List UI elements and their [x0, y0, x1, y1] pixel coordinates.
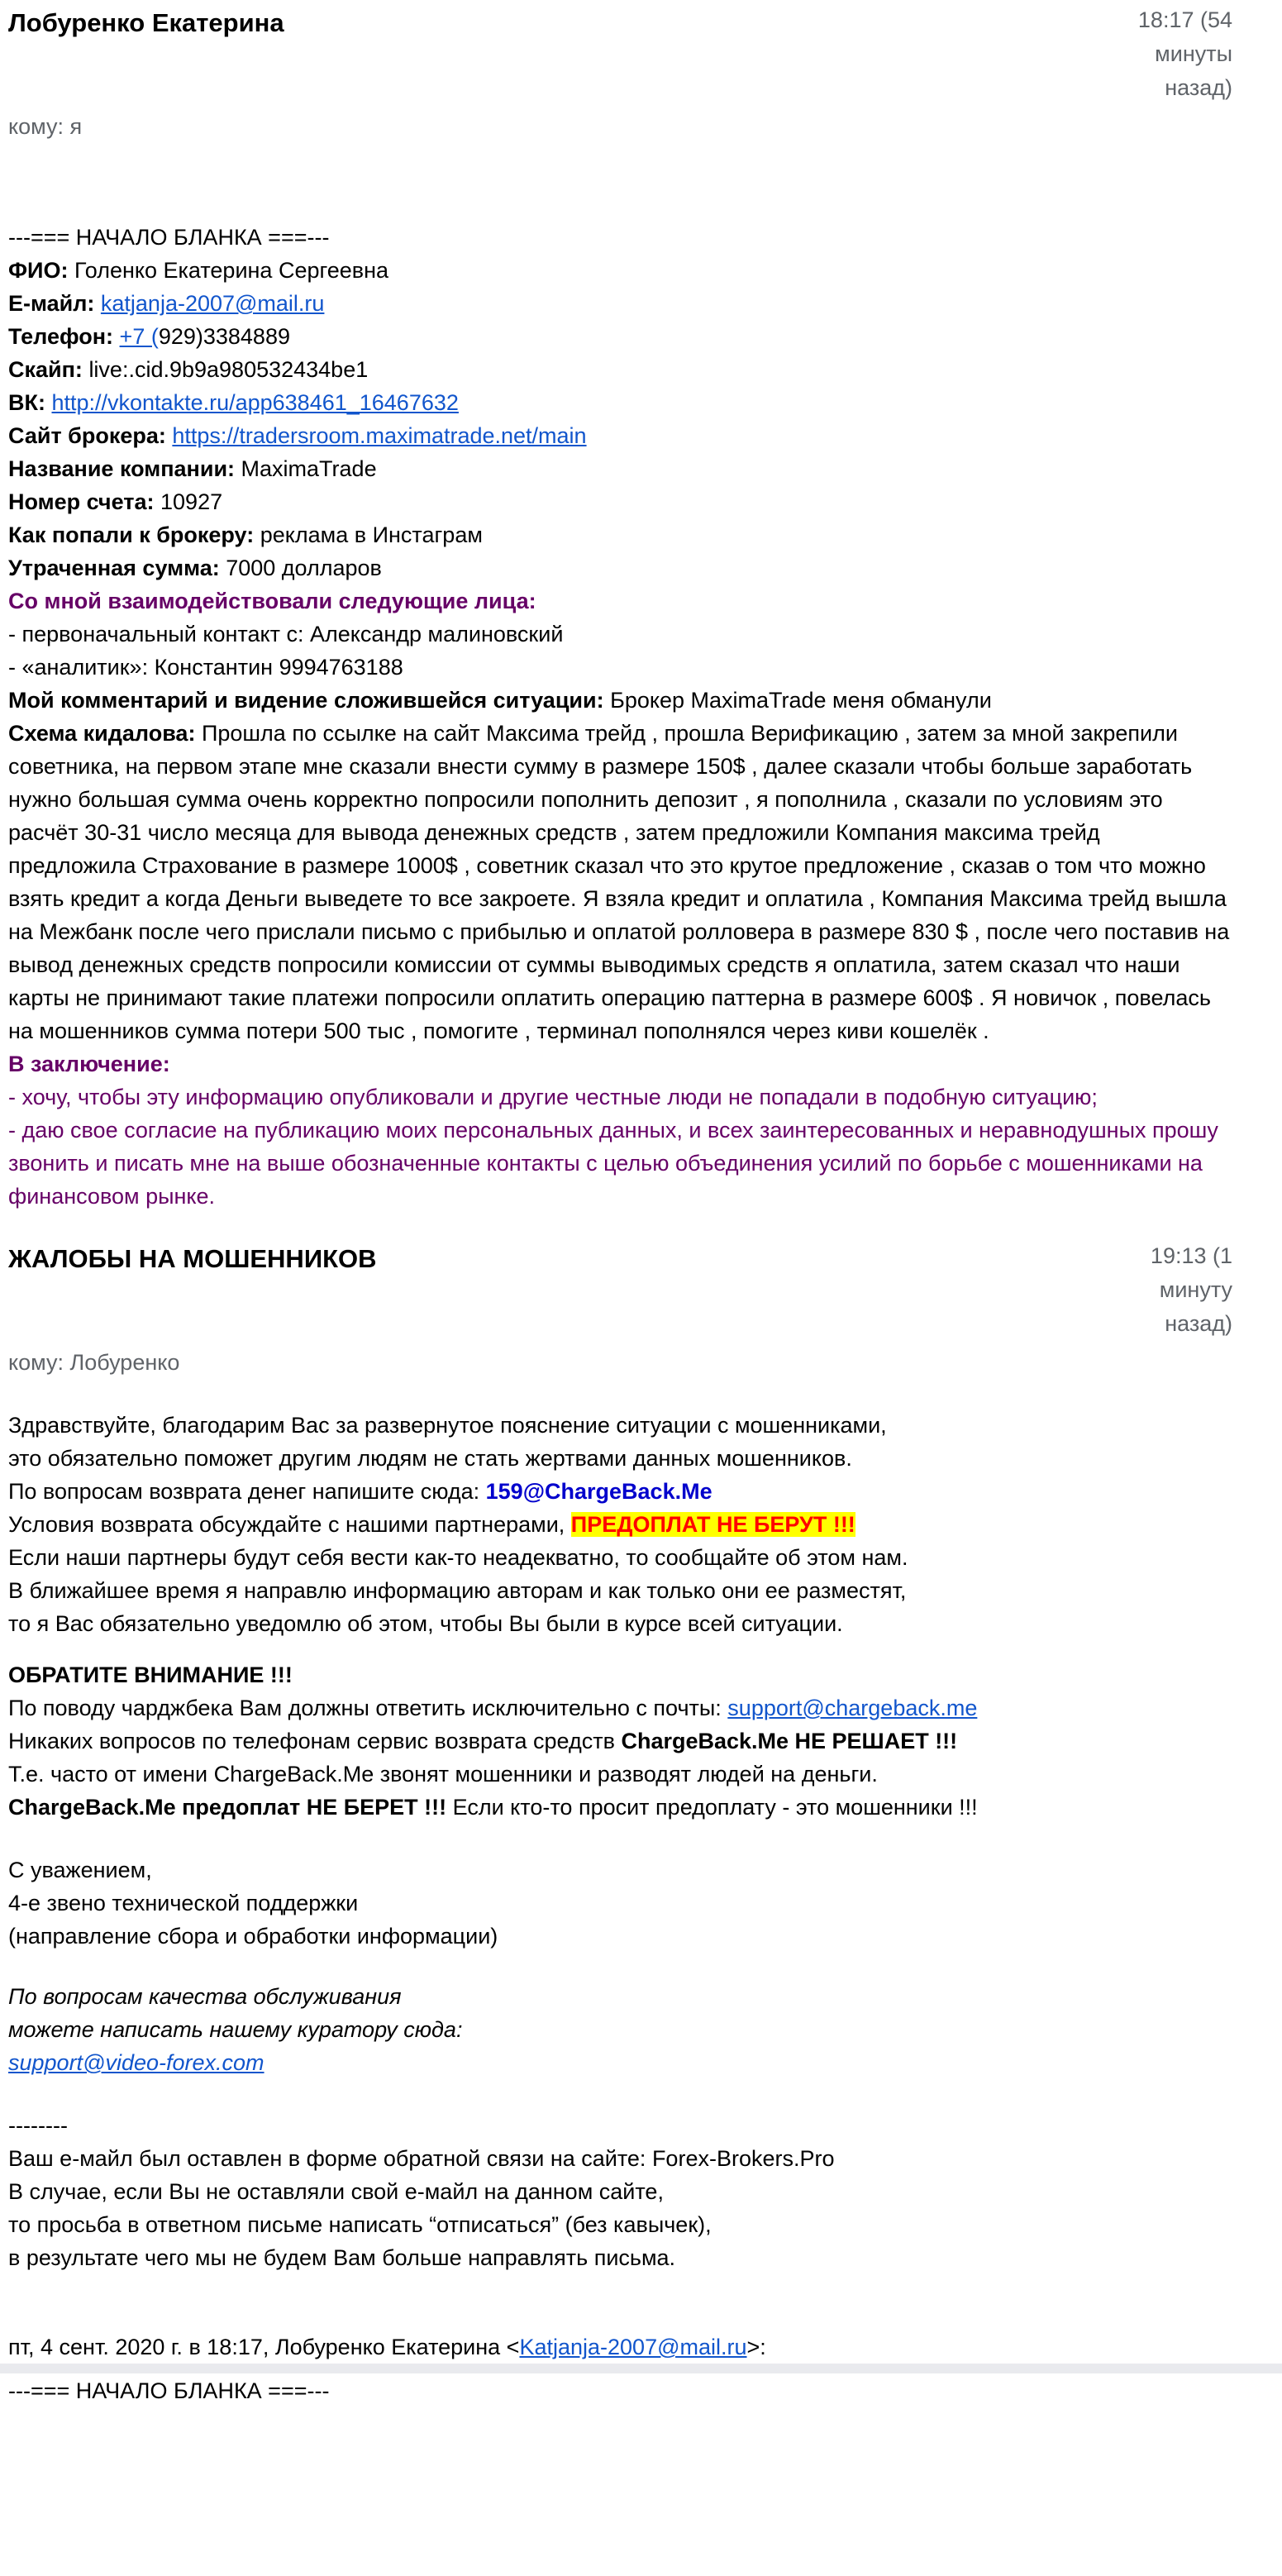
scheme-paragraph [8, 717, 1232, 1047]
sender-name[interactable]: Лобуренко Екатерина [8, 8, 284, 37]
field-value: 7000 долларов [226, 556, 382, 580]
curator-email-link[interactable]: support@video-forex.com [8, 2050, 265, 2075]
body-line [8, 1691, 1232, 1724]
field-account [8, 485, 1232, 518]
field-label: ВК: [8, 390, 52, 415]
recipient-line[interactable]: кому: я [8, 114, 83, 139]
timestamp-line: 19:13 (1 [1150, 1243, 1232, 1268]
field-label: Утраченная сумма: [8, 556, 226, 580]
field-label: Скайп: [8, 357, 89, 382]
scheme-label: Схема кидалова: [8, 721, 202, 746]
form-header: ---=== НАЧАЛО БЛАНКА ===--- [8, 225, 330, 250]
body-line: Т.е. часто от имени ChargeBack.Me звонят мошенники и разводят людей на деньги. [8, 1762, 878, 1787]
broker-site-link[interactable]: https://tradersroom.maximatrade.net/main [172, 423, 587, 448]
body-line: В ближайшее время я направлю информацию авторам и как только они ее разместят, [8, 1578, 907, 1603]
quoted-message-clipped-text: ---=== НАЧАЛО БЛАНКА ===--- [8, 2378, 330, 2403]
signature-line: С уважением, [8, 1858, 152, 1882]
body-line: то я Вас обязательно уведомлю об этом, чтобы Вы были в курсе всей ситуации. [8, 1611, 843, 1636]
attention-block [8, 1658, 1232, 1824]
timestamp-line: назад) [1165, 75, 1232, 100]
timestamp-line: назад) [1165, 1311, 1232, 1336]
body-text: Условия возврата обсуждайте с нашими партнерами, [8, 1512, 571, 1537]
recipient-line[interactable]: кому: Лобуренко [8, 1350, 180, 1375]
field-value: Голенко Екатерина Сергеевна [74, 258, 389, 283]
chargeback-email-link[interactable]: 159@ChargeBack.Me [485, 1479, 712, 1504]
field-value: 929)3384889 [158, 324, 290, 349]
timestamp-line: 18:17 (54 [1137, 7, 1232, 32]
field-label: Как попали к брокеру: [8, 522, 260, 547]
conclusion-heading: В заключение: [8, 1052, 170, 1076]
footer-line: в результате чего мы не будем Вам больше направлять письма. [8, 2245, 676, 2270]
message-header [8, 0, 1232, 105]
greeting-block [8, 1409, 1232, 1640]
signature-block [8, 1853, 1232, 1953]
attribution-text: пт, 4 сент. 2020 г. в 18:17, Лобуренко Екатерина < [8, 2335, 520, 2359]
vk-link[interactable]: http://vkontakte.ru/app638461_16467632 [51, 390, 459, 415]
field-label: ФИО: [8, 258, 74, 283]
attention-heading: ОБРАТИТЕ ВНИМАНИЕ !!! [8, 1662, 293, 1687]
timestamp [1067, 0, 1232, 105]
email-link[interactable]: katjanja-2007@mail.ru [100, 291, 325, 316]
body-line [8, 1724, 1232, 1758]
field-label: Сайт брокера: [8, 423, 173, 448]
field-lost-sum [8, 551, 1232, 584]
scheme-text: Прошла по ссылке на сайт Максима трейд , прошла Верификацию , затем за мной закрепили советника, на первом этапе мне сказали внести сумму в размере 150$ , далее сказали чтобы больше заработать нужно большая сумма очень корректно попросили пополнить депозит , я пополнила , сказали по условиям это расчёт 30-31 число месяца для вывода денежных средств , затем предложили Компания максима трейд предложила Страхование в размере 1000$ , советник сказал что это крутое предложение , сказав о том что можно взять кредит а когда Деньги выведете то все закроете. Я взяла кредит и оплатила , Компания Максима трейд вышла на Межбанк после чего прислали письмо с прибылью и оплатой ролловера в размере 830 $ , после чего поставив на вывод денежных средств попросили комиссии от суммы выводимых средств я оплатила, затем сказал что наши карты не принимают такие платежи попросили оплатить операцию паттерна в размере 600$ . Я новичок , повелась на мошенников сумма потери 500 тыс , помогите , терминал пополнялся через киви кошелёк . [8, 721, 1230, 1043]
message-header [8, 1236, 1232, 1341]
curator-line: можете написать нашему куратору сюда: [8, 2017, 463, 2042]
no-prepay-highlight: ПРЕДОПЛАТ НЕ БЕРУТ !!! [570, 1512, 855, 1537]
email-message-1 [0, 0, 1282, 1213]
quoted-sender-email-link[interactable]: Katjanja-2007@mail.ru [519, 2335, 747, 2359]
field-vk [8, 386, 1232, 419]
field-value: 10927 [160, 489, 223, 514]
email-message-2 [0, 1236, 1282, 2403]
footer-line: В случае, если Вы не оставляли свой е-майл на данном сайте, [8, 2179, 664, 2204]
curator-block [8, 1980, 1232, 2079]
timestamp-line: минуту [1159, 1277, 1232, 1302]
field-how-found [8, 518, 1232, 551]
field-label: Телефон: [8, 324, 120, 349]
body-text: По поводу чарджбека Вам должны ответить исключительно с почты: [8, 1696, 728, 1720]
curator-line: По вопросам качества обслуживания [8, 1984, 402, 2009]
bold-warning-text: ChargeBack.Me предоплат НЕ БЕРЕТ !!! [8, 1795, 447, 1820]
person-line: - первоначальный контакт с: Александр малиновский [8, 622, 564, 646]
curator-line [8, 2046, 1232, 2079]
field-label: Название компании: [8, 456, 241, 481]
body-line: Здравствуйте, благодарим Вас за развернутое пояснение ситуации с мошенниками, [8, 1413, 887, 1438]
field-phone [8, 320, 1232, 353]
body-text: Никаких вопросов по телефонам сервис возврата средств [8, 1729, 622, 1753]
field-value: реклама в Инстаграм [260, 522, 483, 547]
footer-line: то просьба в ответном письме написать “отписаться” (без кавычек), [8, 2212, 712, 2237]
field-label: Номер счета: [8, 489, 161, 514]
timestamp-line: минуты [1155, 41, 1232, 66]
body-text: По вопросам возврата денег напишите сюда: [8, 1479, 486, 1504]
phone-link[interactable]: +7 ( [119, 324, 159, 349]
conclusion-item: - хочу, чтобы эту информацию опубликовали и другие честные люди не попадали в подобную ситуацию; [8, 1085, 1098, 1109]
field-company [8, 452, 1232, 485]
body-line [8, 1508, 1232, 1541]
comment-text: Брокер MaximaTrade меня обманули [610, 688, 992, 713]
footer-block [8, 2109, 1232, 2274]
comment-label: Мой комментарий и видение сложившейся ситуации: [8, 688, 611, 713]
field-skype [8, 353, 1232, 386]
body-line: Если наши партнеры будут себя вести как-то неадекватно, то сообщайте об этом нам. [8, 1545, 908, 1570]
field-value: live:.cid.9b9a980532434be1 [88, 357, 369, 382]
support-email-link[interactable]: support@chargeback.me [727, 1696, 978, 1720]
quoted-message-divider [0, 2364, 1282, 2373]
body-line [8, 1475, 1232, 1508]
conclusion-item: - даю свое согласие на публикацию моих персональных данных, и всех заинтересованных и неравнодушных прошу звонить и писать мне на выше обозначенные контакты с целью объединения усилий по борьбе с мошенниками на финансовом рынке. [8, 1118, 1218, 1209]
field-value: MaximaTrade [241, 456, 377, 481]
field-broker-site [8, 419, 1232, 452]
field-fio [8, 254, 1232, 287]
field-label: Е-майл: [8, 291, 101, 316]
person-line: - «аналитик»: Константин 9994763188 [8, 655, 403, 680]
signature-line: (направление сбора и обработки информации) [8, 1924, 498, 1949]
persons-heading: Со мной взаимодействовали следующие лица: [8, 589, 536, 613]
comment-paragraph [8, 684, 1232, 717]
signature-line: 4-е звено технической поддержки [8, 1891, 359, 1915]
attribution-text: >: [746, 2335, 766, 2359]
timestamp [1067, 1236, 1232, 1341]
quote-attribution-line [8, 2330, 1232, 2364]
body-line [8, 1791, 1232, 1824]
sender-name[interactable]: ЖАЛОБЫ НА МОШЕННИКОВ [8, 1244, 377, 1273]
body-line: это обязательно поможет другим людям не стать жертвами данных мошенников. [8, 1446, 852, 1471]
footer-divider: -------- [8, 2113, 68, 2138]
body-text: Если кто-то просит предоплату - это мошенники !!! [446, 1795, 978, 1820]
bold-warning-text: ChargeBack.Me НЕ РЕШАЕТ !!! [621, 1729, 958, 1753]
field-email [8, 287, 1232, 320]
footer-line: Ваш е-майл был оставлен в форме обратной связи на сайте: Forex-Brokers.Pro [8, 2146, 835, 2171]
